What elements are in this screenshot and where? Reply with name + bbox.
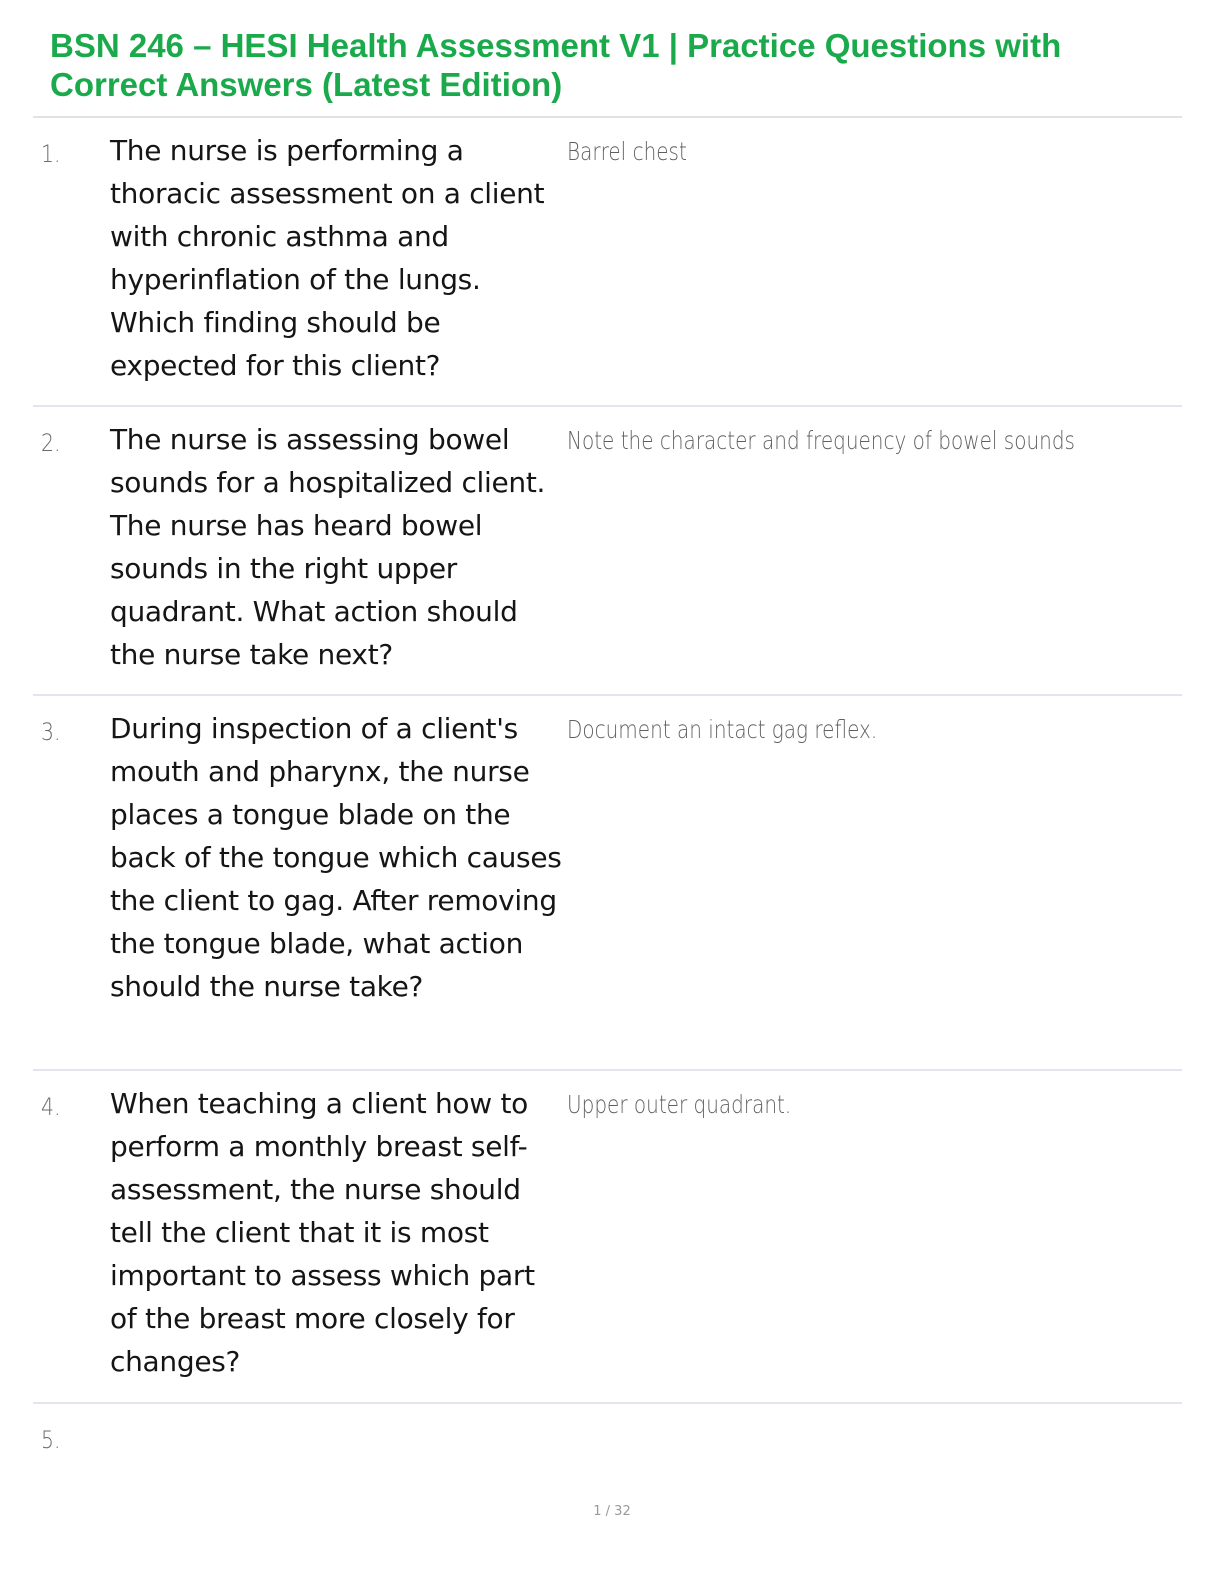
question-item xyxy=(33,1071,1182,1404)
answer-text: Barrel chest xyxy=(567,137,687,166)
page-indicator: 1 / 32 xyxy=(593,1504,631,1519)
question-list xyxy=(33,118,1182,1494)
question-item xyxy=(33,1404,1182,1494)
question-item xyxy=(33,118,1182,407)
answer-text: Document an intact gag reflex. xyxy=(567,715,878,744)
answer-text: Upper outer quadrant. xyxy=(567,1090,792,1119)
question-number: 4. xyxy=(41,1093,61,1121)
question-item xyxy=(33,696,1182,1071)
document-title: BSN 246 – HESI Health Assessment V1 | Practice Questions with Correct Answers (Latest Edition) xyxy=(50,27,1062,103)
question-number: 1. xyxy=(41,140,61,168)
question-text: When teaching a client how to perform a monthly breast self-assessment, the nurse should tell the client that it is most important to assess which part of the breast more closely for changes? xyxy=(110,1087,535,1378)
question-number: 5. xyxy=(41,1426,61,1454)
question-item xyxy=(33,407,1182,696)
question-number: 2. xyxy=(41,429,61,457)
question-text: During inspection of a client's mouth and pharynx, the nurse places a tongue blade on the back of the tongue which causes the client to gag. After removing the tongue blade, what action should the nurse take? xyxy=(110,712,562,1003)
question-number: 3. xyxy=(41,718,61,746)
question-text: The nurse is assessing bowel sounds for a hospitalized client. The nurse has heard bowel sounds in the right upper quadrant. What action should the nurse take next? xyxy=(110,423,546,671)
question-text: The nurse is performing a thoracic assessment on a client with chronic asthma and hyperinflation of the lungs. Which finding should be expected for this client? xyxy=(110,134,545,382)
answer-text: Note the character and frequency of bowel sounds xyxy=(567,426,1075,455)
